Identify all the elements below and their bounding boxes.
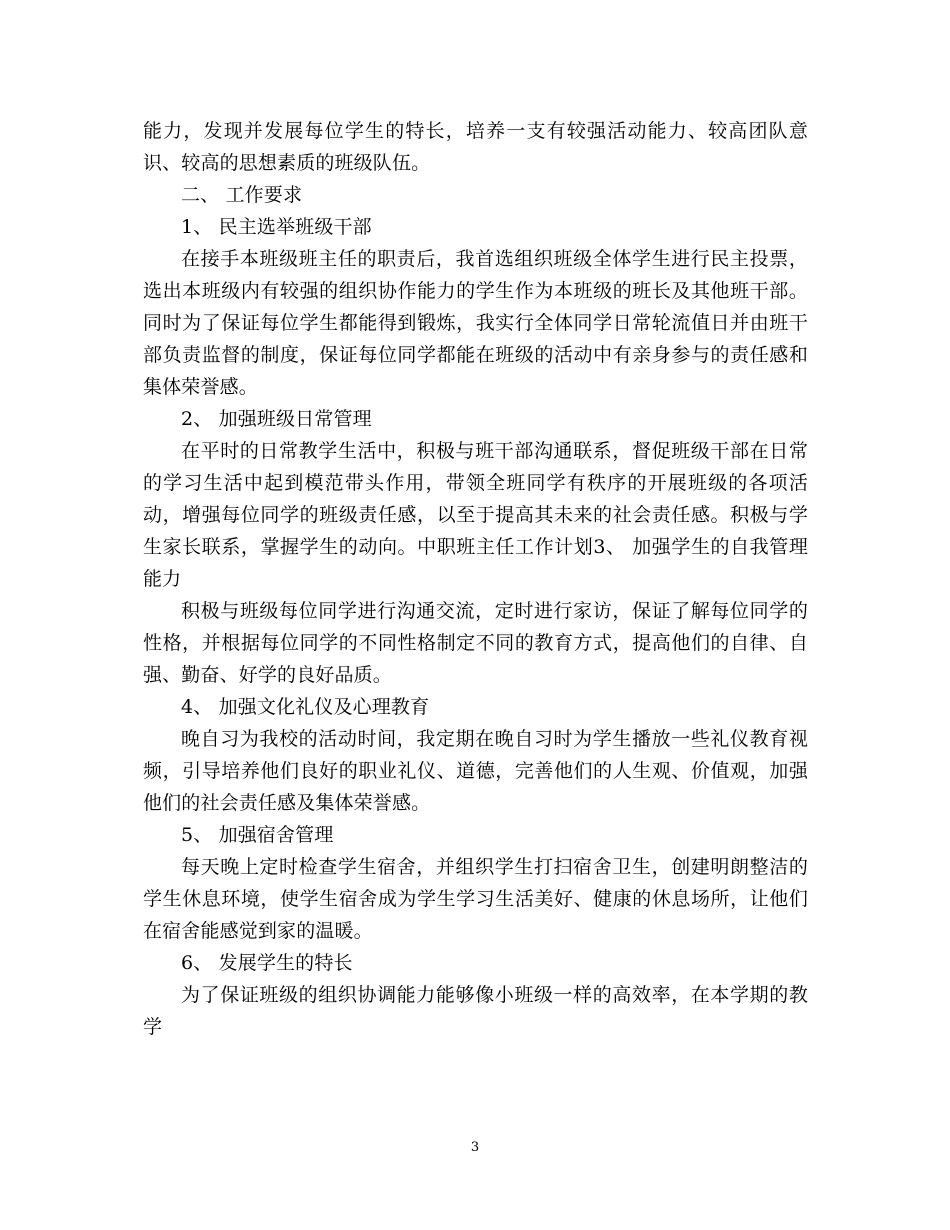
- subheading-6: 6、 发展学生的特长: [181, 952, 353, 974]
- subheading-1: 1、 民主选举班级干部: [181, 216, 372, 238]
- subheading-5: 5、 加强宿舍管理: [181, 824, 334, 846]
- paragraph-5: 每天晚上定时检查学生宿舍，并组织学生打扫宿舍卫生，创建明朗整洁的学生休息环境，使学生宿舍成为学生学习生活美好、健康的休息场所，让他们在宿舍能感觉到家的温暖。: [143, 856, 808, 942]
- paragraph-6: 为了保证班级的组织协调能力能够像小班级一样的高效率，在本学期的教学: [143, 984, 808, 1038]
- document-body: [143, 115, 808, 1043]
- paragraph-1: 在接手本班级班主任的职责后，我首选组织班级全体学生进行民主投票，选出本班级内有较强的组织协作能力的学生作为本班级的班长及其他班干部。同时为了保证每位学生都能得到锻炼，我实行全体同学日常轮流值日并由班干部负责监督的制度，保证每位同学都能在班级的活动中有亲身参与的责任感和集体荣誉感。: [143, 248, 808, 398]
- section-heading-work-requirements: 二、 工作要求: [181, 184, 303, 206]
- subheading-2: 2、 加强班级日常管理: [181, 408, 372, 430]
- paragraph-3: 积极与班级每位同学进行沟通交流，定时进行家访，保证了解每位同学的性格，并根据每位同学的不同性格制定不同的教育方式，提高他们的自律、自强、勤奋、好学的良好品质。: [143, 600, 808, 686]
- paragraph-4: 晚自习为我校的活动时间，我定期在晚自习时为学生播放一些礼仪教育视频，引导培养他们良好的职业礼仪、道德，完善他们的人生观、价值观，加强他们的社会责任感及集体荣誉感。: [143, 728, 808, 814]
- paragraph-continuation: 能力，发现并发展每位学生的特长，培养一支有较强活动能力、较高团队意识、较高的思想素质的班级队伍。: [143, 120, 808, 174]
- subheading-4: 4、 加强文化礼仪及心理教育: [181, 696, 430, 718]
- page-number: 3: [470, 1140, 480, 1155]
- paragraph-2: 在平时的日常教学生活中，积极与班干部沟通联系，督促班级干部在日常的学习生活中起到模范带头作用，带领全班同学有秩序的开展班级的各项活动，增强每位同学的班级责任感，以至于提高其未来的社会责任感。积极与学生家长联系，掌握学生的动向。中职班主任工作计划3、 加强学生的自我管理能力: [143, 440, 808, 590]
